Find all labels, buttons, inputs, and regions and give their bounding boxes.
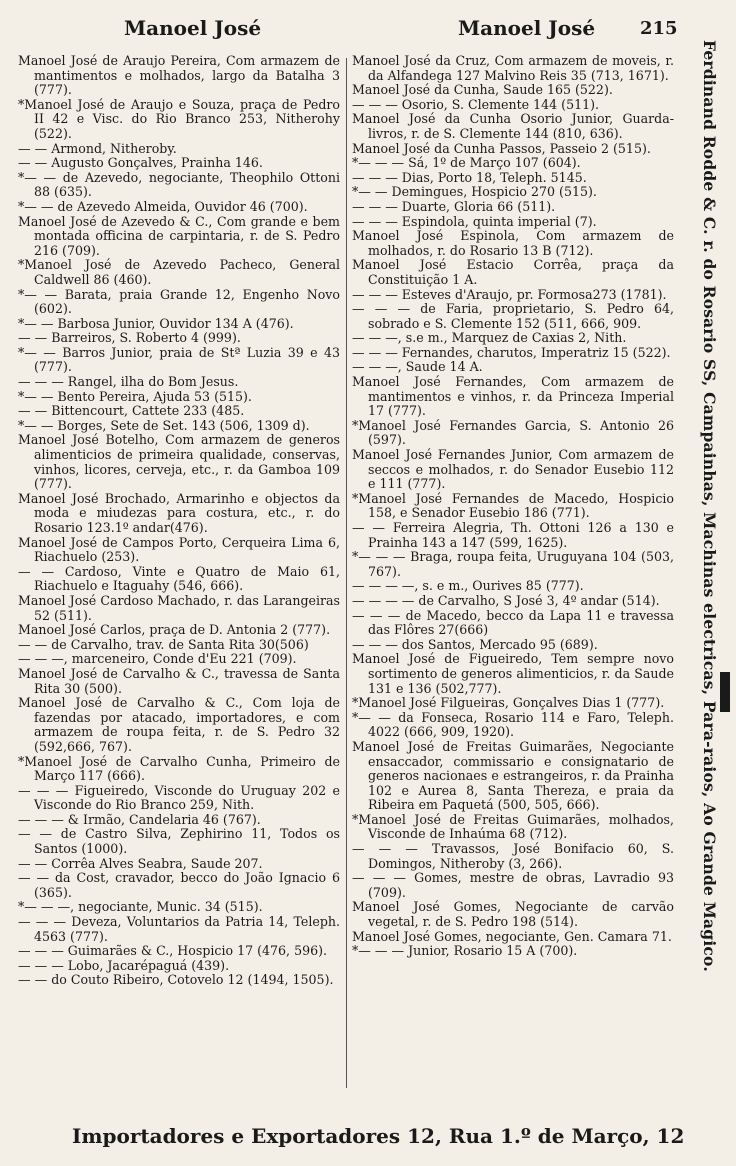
directory-entry: Manoel José Brochado, Armarinho e objectos da moda e miudezas para costura, etc., r. do Rosario 123.1º andar(476).	[18, 490, 340, 535]
directory-entry: — — — Figueiredo, Visconde do Uruguay 202 e Visconde do Rio Branco 259, Nith.	[18, 782, 340, 813]
directory-entry: — — — Deveza, Voluntarios da Patria 14, Teleph. 4563 (777).	[18, 914, 340, 944]
directory-entry: *Manoel José de Azevedo Pacheco, General Caldwell 86 (460).	[18, 257, 340, 287]
directory-entry: — — Corrêa Alves Seabra, Saude 207.	[18, 855, 263, 871]
directory-entry: — — Bittencourt, Cattete 233 (485.	[18, 403, 245, 419]
directory-entry: *— — Bento Pereira, Ajuda 53 (515).	[18, 388, 252, 404]
directory-entry: Manoel José de Carvalho & C., Com loja de fazendas por atacado, importadores, e com armazem de roupa feita, r. de S. Pedro 32 (592,666, 767).	[18, 695, 340, 754]
advertisement-sideband	[692, 40, 726, 1100]
directory-entry: Manoel José Fernandes, Com armazem de mantimentos e vinhos, r. da Princeza Imperial 17 (777).	[352, 374, 674, 419]
directory-entry: Manoel José Gomes, Negociante de carvão vegetal, r. de S. Pedro 198 (514).	[352, 899, 674, 930]
directory-entry: *— — — Sá, 1º de Março 107 (604).	[352, 155, 581, 171]
directory-entry: — — de Castro Silva, Zephirino 11, Todos os Santos (1000).	[18, 826, 340, 857]
directory-entry: Manoel José Estacio Corrêa, praça da Constituição 1 A.	[352, 257, 674, 287]
directory-entry: — — Barreiros, S. Roberto 4 (999).	[18, 330, 241, 346]
directory-entry: — — — de Faria, proprietario, S. Pedro 64, sobrado e S. Clemente 152 (511, 666, 909.	[352, 301, 674, 331]
directory-entry: — — — Gomes, mestre de obras, Lavradio 93 (709).	[352, 870, 674, 900]
directory-entry: *— — —, negociante, Munic. 34 (515).	[18, 899, 263, 915]
directory-entry: *— — de Azevedo Almeida, Ouvidor 46 (700).	[18, 198, 308, 214]
sideband-text: Ferdinand Rodde & C. r. do Rosario SS, Campainhas, Machinas electricas, Para-raios, Ao Grande Magico.	[700, 40, 719, 972]
directory-entry: — — — Espindola, quinta imperial (7).	[352, 213, 597, 229]
directory-entry: — — —, Saude 14 A.	[352, 359, 483, 375]
directory-entry: Manoel José da Cunha Osorio Junior, Guarda-livros, r. de S. Clemente 144 (810, 636).	[352, 111, 674, 141]
directory-entry: *— — Barbosa Junior, Ouvidor 134 A (476).	[18, 315, 294, 331]
running-head-left: Manoel José	[124, 16, 262, 40]
directory-entry: Manoel José Carlos, praça de D. Antonia 2 (777).	[18, 622, 331, 638]
directory-entry: *— — da Fonseca, Rosario 114 e Faro, Teleph. 4022 (666, 909, 1920).	[352, 709, 674, 740]
directory-entry: *— — Demingues, Hospicio 270 (515).	[352, 184, 597, 200]
directory-entry: *Manoel José Fernandes de Macedo, Hospicio 158, e Senador Eusebio 186 (771).	[352, 490, 674, 521]
page-number: 215	[640, 18, 678, 39]
directory-entry: — — — Fernandes, charutos, Imperatriz 15 (522).	[352, 344, 671, 360]
directory-entry: — — — Rangel, ilha do Bom Jesus.	[18, 374, 239, 390]
directory-entry: *Manoel José Filgueiras, Gonçalves Dias 1 (777).	[352, 695, 665, 711]
directory-entry: — — — de Macedo, becco da Lapa 11 e travessa das Flôres 27(666)	[352, 607, 674, 638]
directory-entry: Manoel José de Figueiredo, Tem sempre novo sortimento de generos alimenticios, r. da Saude 131 e 136 (502,777).	[352, 651, 674, 696]
directory-entry: *— — de Azevedo, negociante, Theophilo Ottoni 88 (635).	[18, 169, 340, 200]
directory-entry: — — Ferreira Alegria, Th. Ottoni 126 a 130 e Prainha 143 a 147 (599, 1625).	[352, 520, 674, 550]
directory-entry: Manoel José de Araujo Pereira, Com armazem de mantimentos e molhados, largo da Batalha 3 (777).	[18, 53, 340, 98]
directory-entry: — — — —, s. e m., Ourives 85 (777).	[352, 578, 584, 594]
printer-mark	[720, 672, 730, 712]
column-divider	[346, 58, 347, 1088]
directory-entry: *— — Borges, Sete de Set. 143 (506, 1309 d).	[18, 417, 310, 433]
directory-entry: — — — Travassos, José Bonifacio 60, S. Domingos, Nitheroby (3, 266).	[352, 841, 674, 871]
directory-entry: *Manoel José de Freitas Guimarães, molhados, Visconde de Inhaúma 68 (712).	[352, 811, 674, 842]
directory-entry: Manoel José da Cruz, Com armazem de moveis, r. da Alfandega 127 Malvino Reis 35 (713, 1671).	[352, 53, 674, 83]
directory-entry: — — Augusto Gonçalves, Prainha 146.	[18, 155, 263, 171]
directory-entry: *Manoel José de Carvalho Cunha, Primeiro de Março 117 (666).	[18, 753, 340, 784]
directory-entry: *— — — Junior, Rosario 15 A (700).	[352, 943, 578, 959]
directory-entry: — — —, marceneiro, Conde d'Eu 221 (709).	[18, 651, 297, 667]
directory-entry: — — — Duarte, Gloria 66 (511).	[352, 198, 556, 214]
directory-entry: *— — — Braga, roupa feita, Uruguyana 104 (503, 767).	[352, 549, 674, 579]
directory-entry: Manoel José de Carvalho & C., travessa de Santa Rita 30 (500).	[18, 665, 340, 696]
directory-entry: — — — & Irmão, Candelaria 46 (767).	[18, 811, 261, 827]
directory-entry: — — da Cost, cravador, becco do João Ignacio 6 (365).	[18, 870, 340, 900]
directory-entry: *— — Barata, praia Grande 12, Engenho Novo (602).	[18, 286, 340, 317]
directory-entry: Manoel José Espinola, Com armazem de molhados, r. do Rosario 13 B (712).	[352, 228, 674, 258]
directory-entry: — — — Esteves d'Araujo, pr. Formosa273 (1781).	[352, 286, 667, 302]
directory-entry: Manoel José Cardoso Machado, r. das Larangeiras 52 (511).	[18, 592, 340, 623]
left-column	[18, 54, 340, 988]
directory-entry: Manoel José Fernandes Junior, Com armazem de seccos e molhados, r. do Senador Eusebio 112 e 111 (777).	[352, 447, 674, 492]
directory-entry: — — — Osorio, S. Clemente 144 (511).	[352, 96, 600, 112]
directory-entry: — — — Guimarães & C., Hospicio 17 (476, 596).	[18, 943, 328, 959]
page-header	[0, 10, 736, 44]
directory-entry: *— — Barros Junior, praia de Stª Luzia 39 e 43 (777).	[18, 344, 340, 375]
directory-entry: — — Armond, Nitheroby.	[18, 140, 177, 156]
directory-entry: — — — dos Santos, Mercado 95 (689).	[352, 636, 598, 652]
running-head-right: Manoel José	[458, 16, 596, 40]
directory-entry: Manoel José Botelho, Com armazem de generos alimenticios de primeira qualidade, conservas, vinhos, licores, cerveja, etc., r. da Gamboa 109 (777).	[18, 432, 340, 492]
directory-entry: — — do Couto Ribeiro, Cotovelo 12 (1494, 1505).	[18, 972, 334, 988]
directory-entry: — — — Dias, Porto 18, Teleph. 5145.	[352, 169, 587, 185]
right-column	[352, 54, 674, 959]
directory-entry: Manoel José Gomes, negociante, Gen. Camara 71.	[352, 928, 672, 944]
directory-entry: — — Cardoso, Vinte e Quatro de Maio 61, Riachuelo e Itaguahy (546, 666).	[18, 563, 340, 594]
directory-entry: Manoel José de Campos Porto, Cerqueira Lima 6, Riachuelo (253).	[18, 534, 340, 565]
directory-entry: — — de Carvalho, trav. de Santa Rita 30(506)	[18, 636, 309, 652]
directory-entry: *Manoel José Fernandes Garcia, S. Antonio 26 (597).	[352, 417, 674, 448]
directory-entry: Manoel José de Azevedo & C., Com grande e bem montada officina de carpintaria, r. de S. Pedro 216 (709).	[18, 213, 340, 258]
directory-entry: Manoel José da Cunha, Saude 165 (522).	[352, 82, 613, 98]
directory-entry: — — — — de Carvalho, S José 3, 4º andar (514).	[352, 592, 660, 608]
directory-entry: — — —, s.e m., Marquez de Caxias 2, Nith.	[352, 330, 627, 346]
directory-entry: — — — Lobo, Jacarépaguá (439).	[18, 957, 230, 973]
directory-entry: *Manoel José de Araujo e Souza, praça de Pedro II 42 e Visc. do Rio Branco 253, Nitherohy (522).	[18, 96, 340, 141]
directory-entry: Manoel José da Cunha Passos, Passeio 2 (515).	[352, 140, 651, 156]
footer-advertisement: Importadores e Exportadores 12, Rua 1.º de Março, 12	[72, 1124, 685, 1148]
directory-entry: Manoel José de Freitas Guimarães, Negociante ensaccador, commissario e consignatario de generos nacionaes e estrangeiros, r. da Prainha 102 e Aurea 8, Santa Thereza, e praia da Ribeira em Paquetá (500, 505, 666).	[352, 738, 674, 813]
